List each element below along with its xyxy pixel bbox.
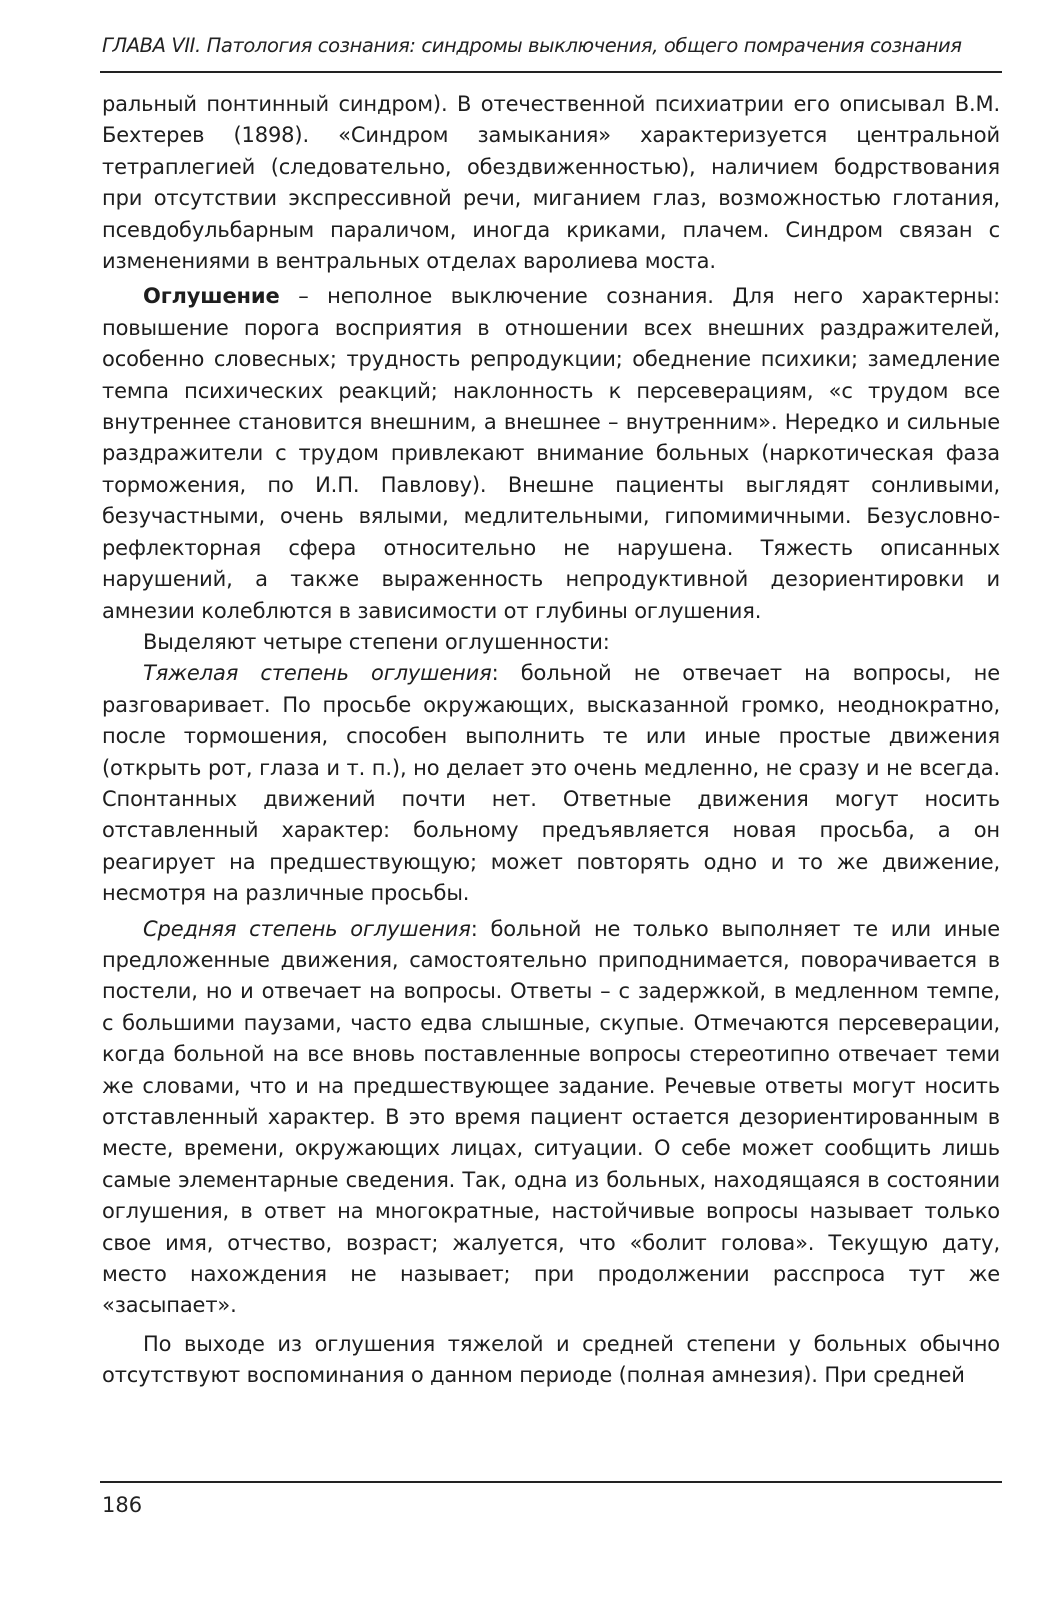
- paragraph-severe-degree-text: : больной не отвечает на вопросы, не разговаривает. По просьбе окружающих, высказанной громко, неоднократно, после тормошения, способен выполнить те или иные простые движения (открыть рот, глаза и т. п.), но делает это очень медленно, не сразу и не всегда. Спонтанных движений почти нет. Ответные движения могут носить отставленный характер: больному предъявляется новая просьба, а он реагирует на предшествующую; может повторять одно и то же движение, несмотря на различные просьбы.: [102, 661, 1000, 906]
- term-stupor: Оглушение: [143, 284, 280, 309]
- paragraph-moderate-degree-text: : больной не только выполняет те или иные предложенные движения, самостоятельно приподнимается, поворачивается в постели, но и отвечает на вопросы. Ответы – с задержкой, в медленном темпе, с большими паузами, часто едва слышные, скупые. Отмечаются персеверации, когда больной на все вновь поставленные вопросы стереотипно отвечает теми же словами, что и на предшествующее задание. Речевые ответы могут носить отставленный характер. В это время пациент остается дезориентированным в месте, времени, окружающих лицах, ситуации. О себе может сообщить лишь самые элементарные сведения. Так, одна из больных, находящаяся в состоянии оглушения, в ответ на многократные, настойчивые вопросы называет только свое имя, отчество, возраст; жалуется, что «болит голова». Текущую дату, место нахождения не называет; при продолжении расспроса тут же «засыпает».: [102, 916, 1000, 1318]
- body-text: [102, 89, 1000, 1392]
- running-header: ГЛАВА VII. Патология сознания: синдромы выключения, общего помрачения сознания: [102, 34, 962, 57]
- term-severe-degree: Тяжелая степень оглушения: [143, 661, 492, 686]
- footer-rule: [100, 1481, 1002, 1483]
- paragraph-moderate-degree: [102, 914, 1000, 1322]
- paragraph-stupor-definition: [102, 281, 1000, 626]
- paragraph-stupor-text: – неполное выключение сознания. Для него характерны: повышение порога восприятия в отношении всех внешних раздражителей, особенно словесных; трудность репродукции; обеднение психики; замедление темпа психических реакций; наклонность к персеверациям, «с трудом все внутреннее становится внешним, а внешнее – внутренним». Нередко и сильные раздражители с трудом привлекают внимание больных (наркотическая фаза торможения, по И.П. Павлову). Внешне пациенты выглядят сонливыми, безучастными, очень вялыми, медлительными, гипомимичными. Безусловно-рефлекторная сфера относительно не нарушена. Тяжесть описанных нарушений, а также выраженность непродуктивной дезориентировки и амнезии колеблются в зависимости от глубины оглушения.: [102, 284, 1000, 623]
- paragraph-severe-degree: [102, 658, 1000, 909]
- term-moderate-degree: Средняя степень оглушения: [143, 916, 471, 941]
- page-number: 186: [102, 1493, 143, 1517]
- paragraph-continuation: ральный понтинный синдром). В отечественной психиатрии его описывал В.М. Бехтерев (1898). «Синдром замыкания» характеризуется центральной тетраплегией (следовательно, обездвиженностью), наличием бодрствования при отсутствии экспрессивной речи, миганием глаз, возможностью глотания, псевдобульбарным параличом, иногда криками, плачем. Синдром связан с изменениями в вентральных отделах варолиева моста.: [102, 92, 1000, 274]
- paragraph-degrees-intro: Выделяют четыре степени оглушенности:: [143, 629, 610, 654]
- paragraph-amnesia: По выходе из оглушения тяжелой и средней степени у больных обычно отсутствуют воспоминания о данном периоде (полная амнезия). При средней: [102, 1331, 1000, 1388]
- header-rule: [100, 71, 1002, 73]
